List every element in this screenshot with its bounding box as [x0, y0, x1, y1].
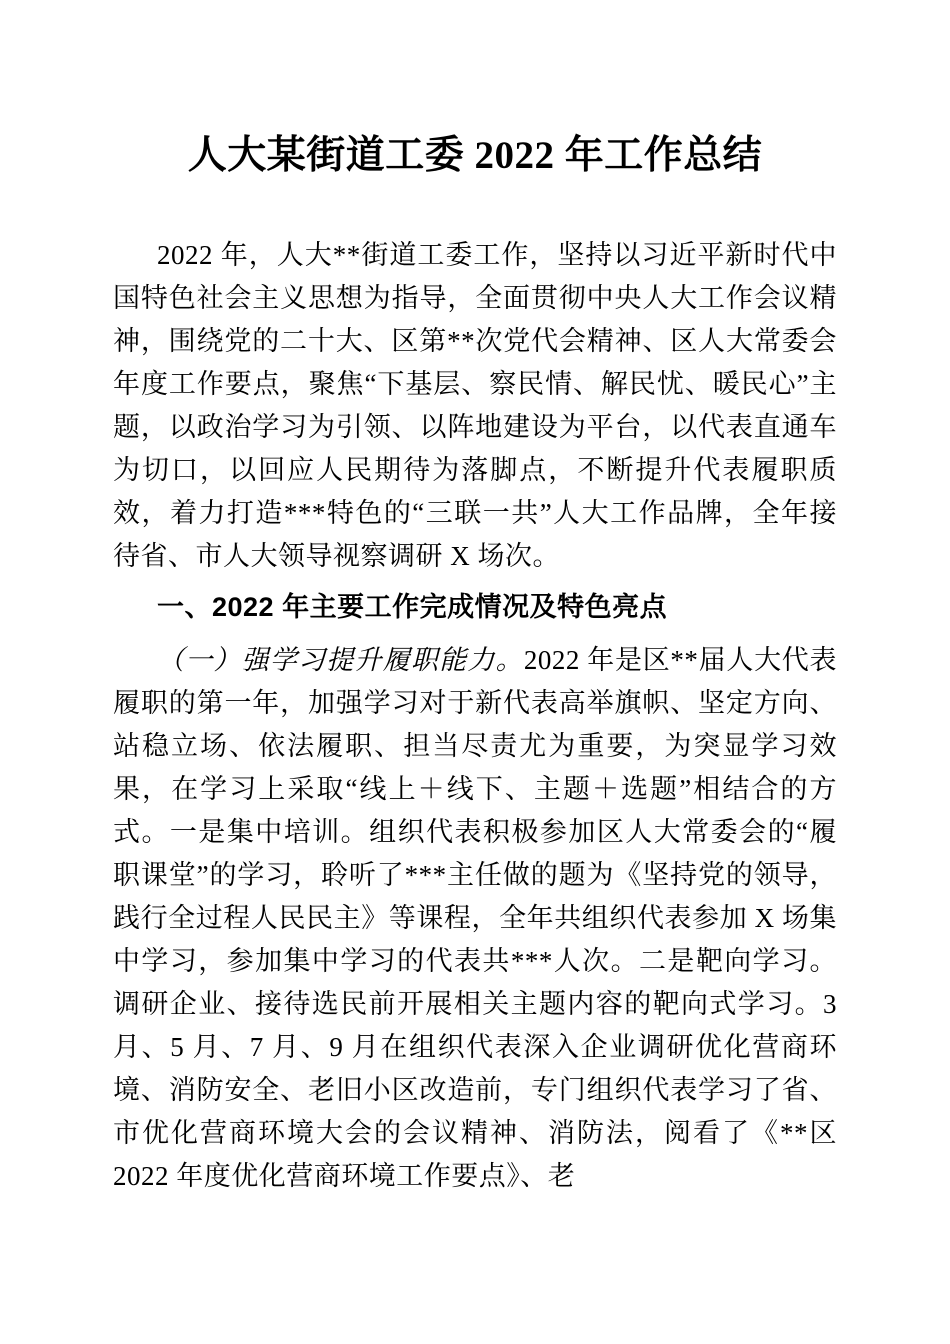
section-heading: 一、2022 年主要工作完成情况及特色亮点 [157, 592, 668, 622]
subsection-paragraph [113, 639, 837, 1198]
subsection-lead: （一）强学习提升履职能力。 [157, 645, 524, 675]
intro-paragraph: 2022 年，人大**街道工委工作，坚持以习近平新时代中国特色社会主义思想为指导，全面贯彻中央人大工作会议精神，围绕党的二十大、区第**次党代会精神、区人大常委会年度工作要点，聚焦“下基层、察民情、解民忧、暖民心”主题，以政治学习为引领、以阵地建设为平台，以代表直通车为切口，以回应人民期待为落脚点，不断提升代表履职质效，着力打造***特色的“三联一共”人大工作品牌，全年接待省、市人大领导视察调研 X 场次。 [113, 240, 837, 571]
document-title: 人大某街道工委 2022 年工作总结 [187, 134, 763, 177]
subsection-body: 2022 年是区**届人大代表履职的第一年，加强学习对于新代表高举旗帜、坚定方向、站稳立场、依法履职、担当尽责尤为重要，为突显学习效果，在学习上采取“线上＋线下、主题＋选题”相结合的方式。一是集中培训。组织代表积极参加区人大常委会的“履职课堂”的学习，聆听了***主任做的题为《坚持党的领导，践行全过程人民民主》等课程，全年共组织代表参加 X 场集中学习，参加集中学习的代表共***人次。二是靶向学习。调研企业、接待选民前开展相关主题内容的靶向式学习。3 月、5 月、7 月、9 月在组织代表深入企业调研优化营商环境、消防安全、老旧小区改造前，专门组织代表学习了省、市优化营商环境大会的会议精神、消防法，阅看了《**区 2022 年度优化营商环境工作要点》、老 [113, 645, 838, 1191]
